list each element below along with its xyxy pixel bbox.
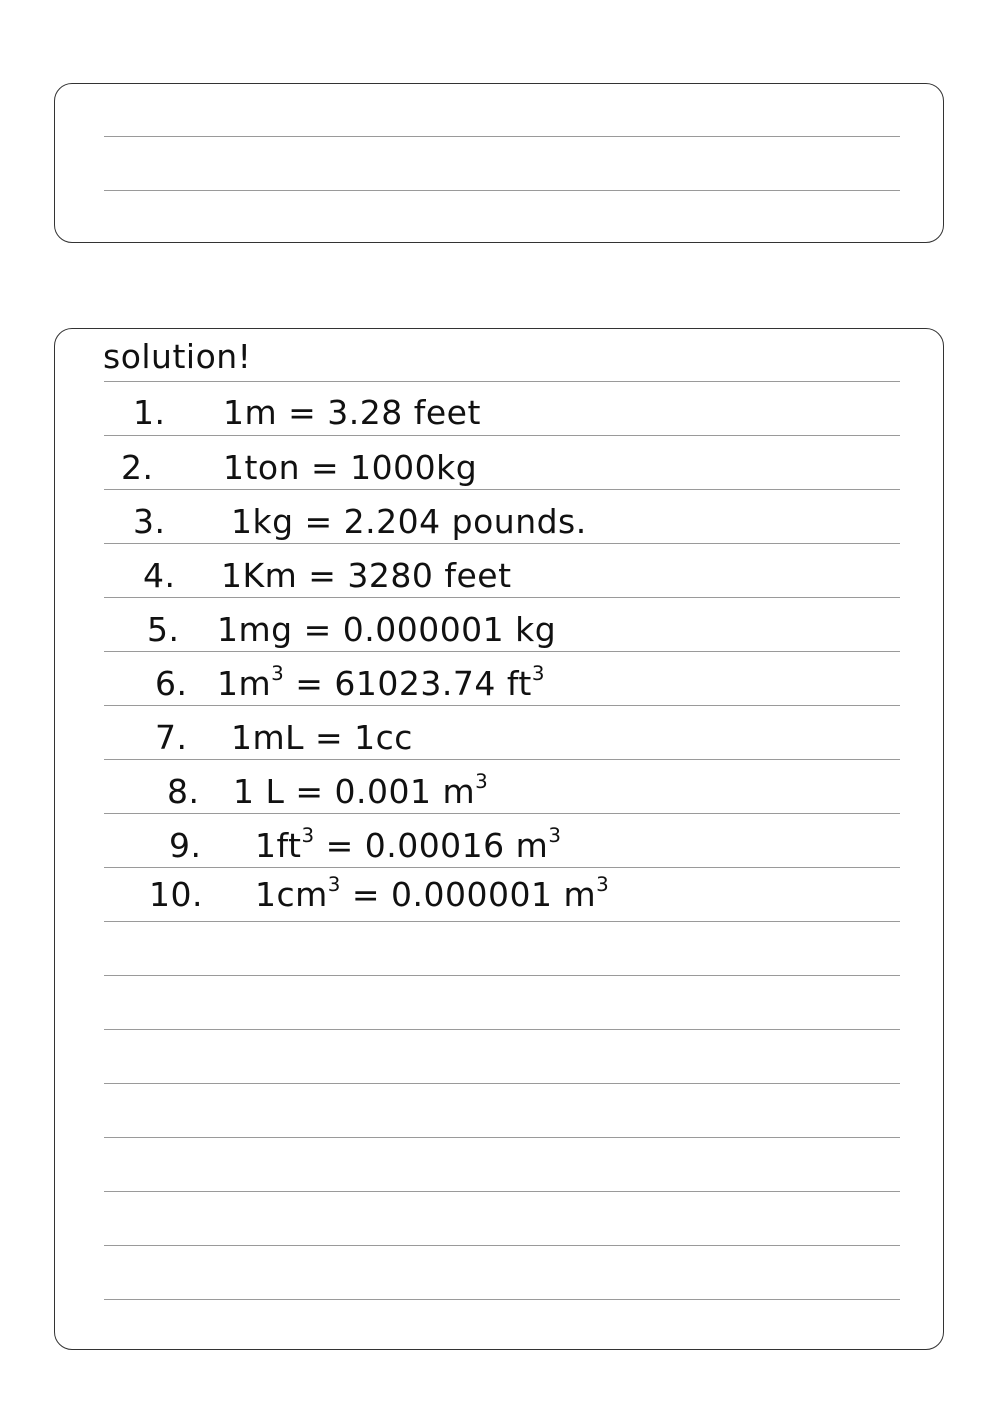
ruled-line <box>104 435 900 436</box>
solution-heading: solution! <box>103 337 252 376</box>
item-expression: 1m = 3.28 feet <box>223 393 481 432</box>
ruled-line <box>104 543 900 544</box>
item-number: 4. <box>143 556 176 595</box>
ruled-line <box>104 489 900 490</box>
item-number: 2. <box>121 448 154 487</box>
ruled-line <box>104 1083 900 1084</box>
solution-item <box>121 448 477 488</box>
solution-item <box>155 664 545 704</box>
ruled-line <box>104 705 900 706</box>
item-expression: 1mL = 1cc <box>231 718 413 757</box>
ruled-line <box>104 975 900 976</box>
ruled-line <box>104 1299 900 1300</box>
ruled-line <box>104 813 900 814</box>
item-expression: 1mg = 0.000001 kg <box>217 610 557 649</box>
item-expression: $1cm^3 = 0.000001$ $m^3$ <box>255 873 610 914</box>
ruled-line <box>104 381 900 382</box>
ruled-line <box>104 867 900 868</box>
top-box <box>54 83 944 243</box>
solution-item <box>149 875 609 915</box>
item-number: 3. <box>133 502 166 541</box>
item-number: 1. <box>133 393 166 432</box>
solution-item <box>133 502 587 542</box>
solution-item <box>169 826 561 866</box>
solution-item <box>133 393 481 433</box>
item-expression: 1kg = 2.204 pounds. <box>231 502 587 541</box>
ruled-line <box>104 1137 900 1138</box>
ruled-line <box>104 1245 900 1246</box>
solution-item <box>167 772 488 812</box>
item-number: 7. <box>155 718 188 757</box>
ruled-line <box>104 921 900 922</box>
ruled-line <box>104 651 900 652</box>
item-expression: $1ft^3 = 0.00016$ $m^3$ <box>255 824 562 865</box>
item-number: 10. <box>149 875 203 914</box>
ruled-line <box>104 759 900 760</box>
solution-box <box>54 328 944 1350</box>
ruled-line <box>104 1191 900 1192</box>
solution-item <box>155 718 413 758</box>
item-number: 8. <box>167 772 200 811</box>
item-number: 5. <box>147 610 180 649</box>
item-expression: $1m^3 = 61023.74$ $ft^3$ <box>217 662 545 703</box>
ruled-line <box>104 597 900 598</box>
item-expression: 1ton = 1000kg <box>223 448 478 487</box>
solution-item <box>147 610 556 650</box>
ruled-line <box>104 1029 900 1030</box>
solution-item <box>143 556 512 596</box>
ruled-line <box>104 190 900 191</box>
item-number: 9. <box>169 826 202 865</box>
item-number: 6. <box>155 664 188 703</box>
item-expression: 1 L = 0.001 $m^3$ <box>233 770 489 811</box>
ruled-line <box>104 136 900 137</box>
item-expression: 1Km = 3280 feet <box>221 556 512 595</box>
